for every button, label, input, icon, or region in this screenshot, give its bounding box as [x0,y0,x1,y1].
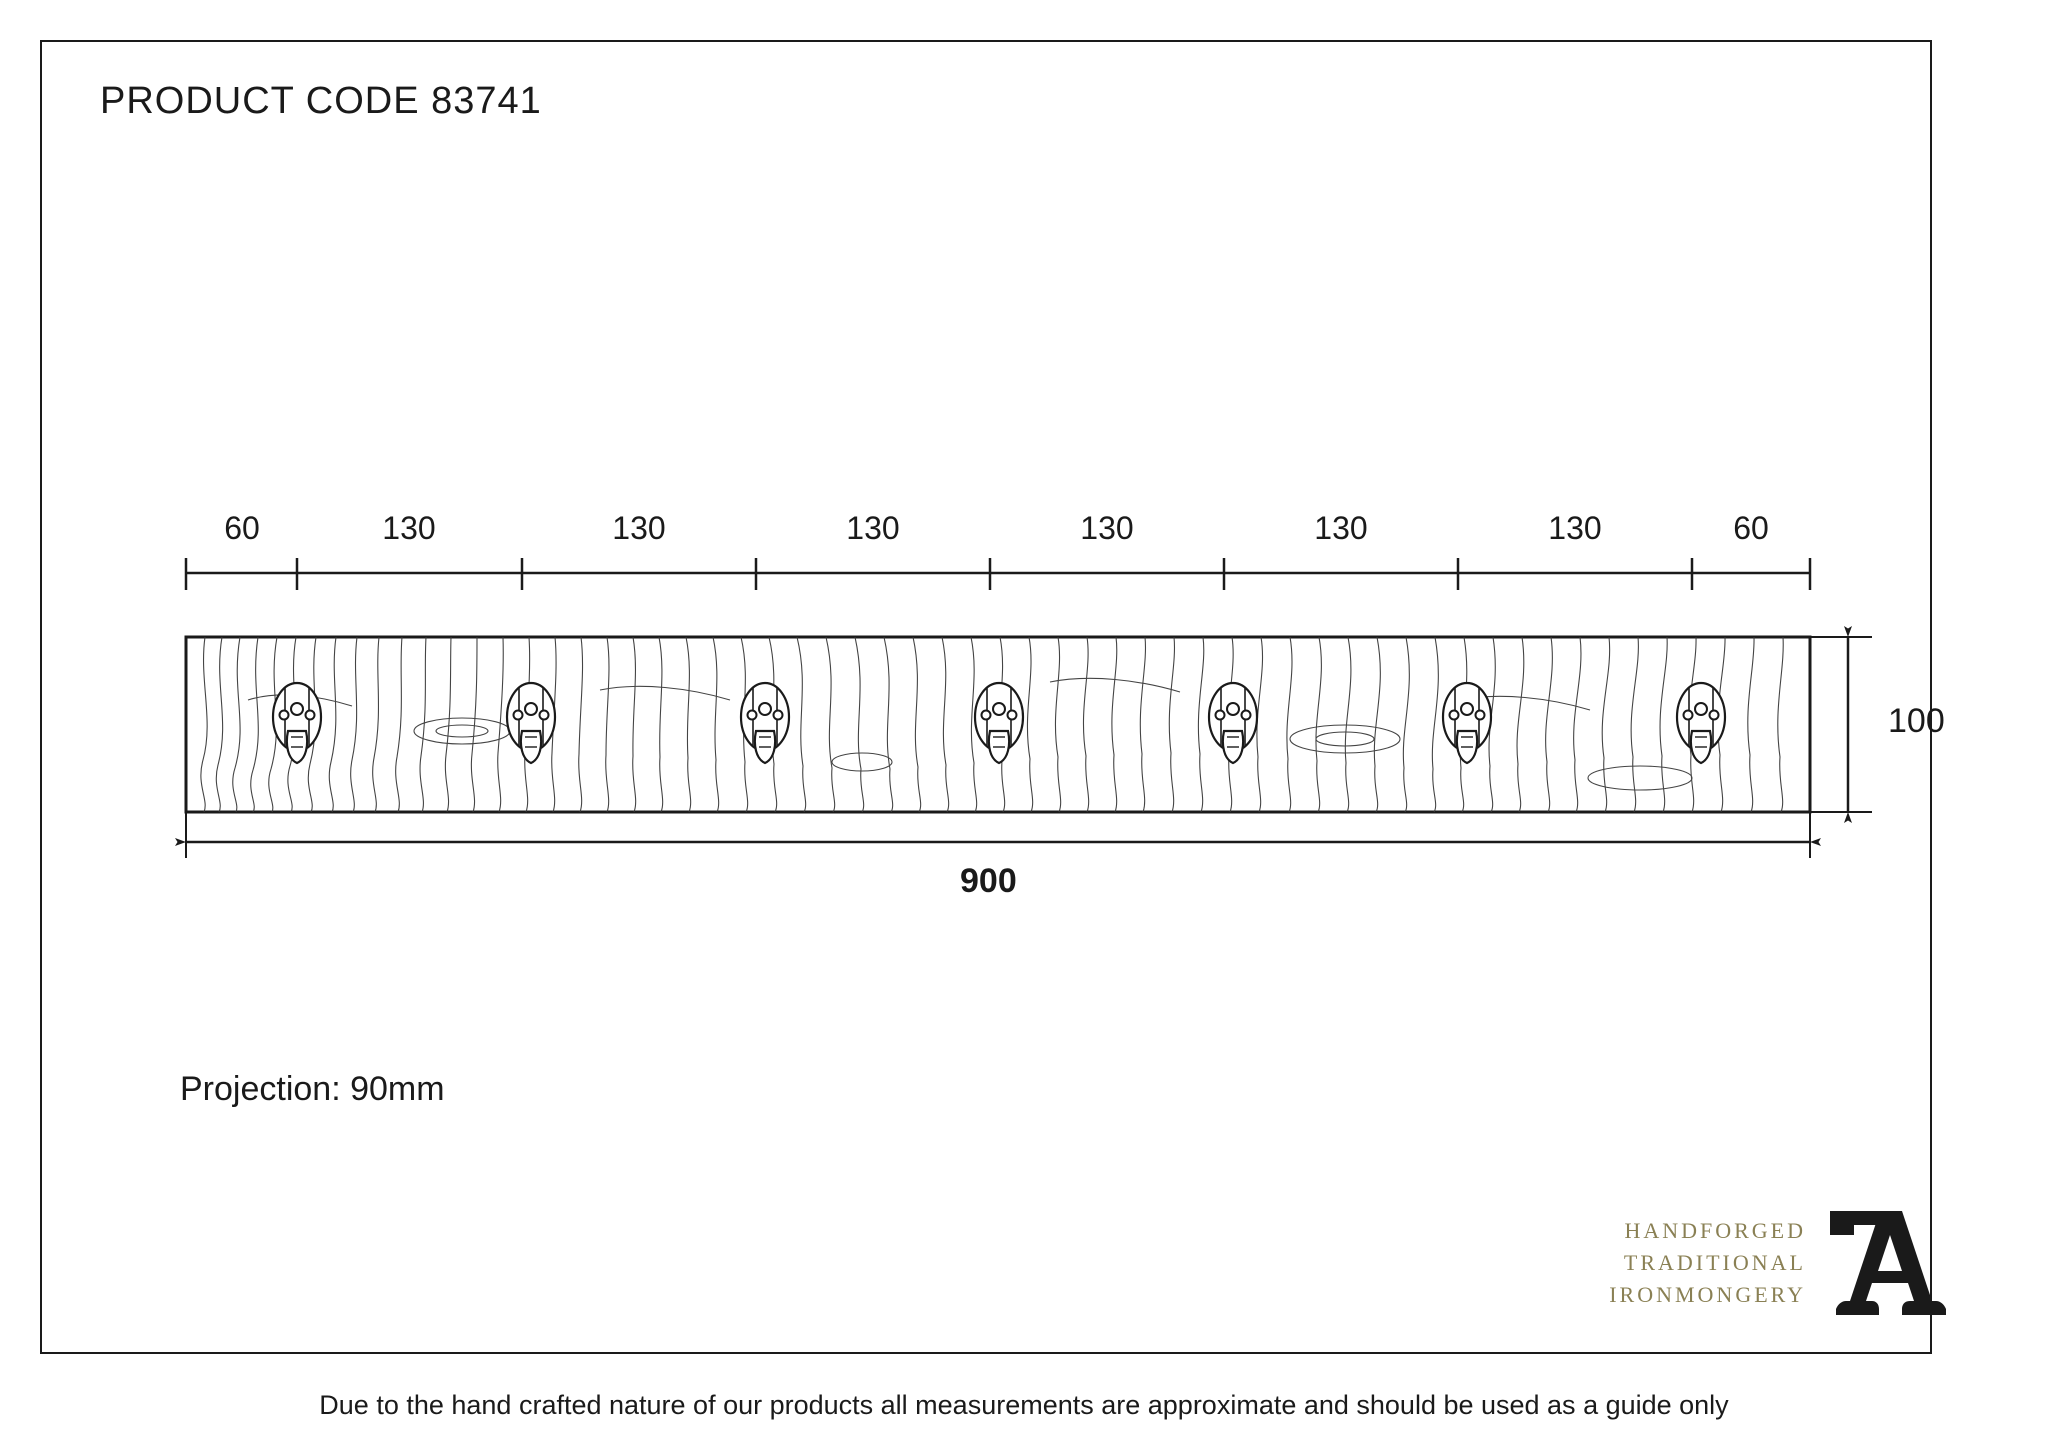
dimension-label-seg-0: 60 [224,510,260,546]
dimension-label-height: 100 [1888,702,1945,740]
dimension-label-seg-5: 130 [1314,510,1368,546]
brand-line-1: HANDFORGED [1624,1218,1806,1244]
brand-line-2: TRADITIONAL [1623,1250,1806,1276]
anvil-a-icon [1828,1205,1948,1321]
disclaimer-text: Due to the hand crafted nature of our products all measurements are approximate and should be used as a guide only [319,1390,1729,1420]
dimension-label-seg-7: 60 [1733,510,1769,546]
dimension-label-seg-6: 130 [1548,510,1602,546]
dimension-label-seg-1: 130 [382,510,436,546]
projection-note: Projection: 90mm [180,1070,445,1108]
brand-line-3: IRONMONGERY [1609,1281,1806,1307]
page-title: PRODUCT CODE 83741 [100,80,542,122]
dimension-label-seg-4: 130 [1080,510,1134,546]
brand-logo-text [1609,1215,1806,1311]
drawing-border [40,40,1932,1354]
brand-logo [1609,1205,1948,1321]
dimension-label-seg-2: 130 [612,510,666,546]
dimension-label-seg-3: 130 [846,510,900,546]
dimension-label-overall-length: 900 [960,862,1017,900]
